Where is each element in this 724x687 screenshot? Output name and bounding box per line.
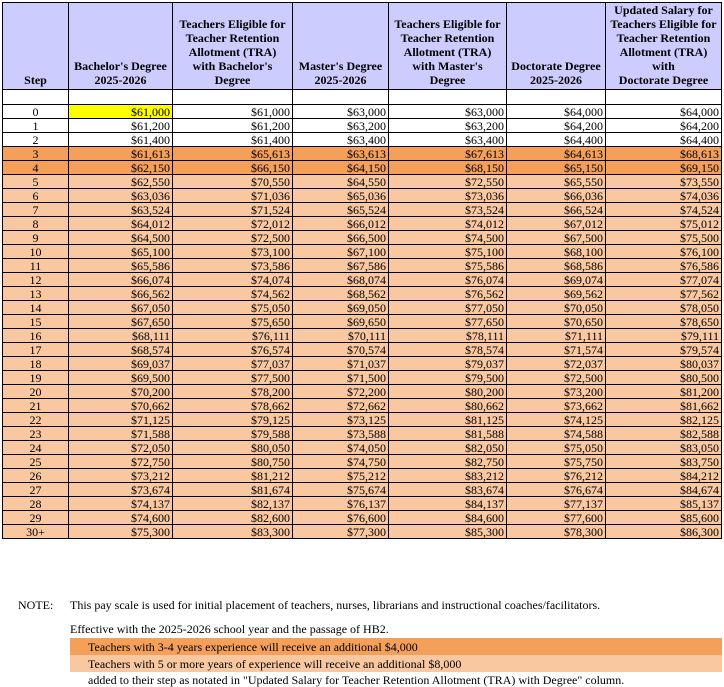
doctorate-cell: $70,050 bbox=[507, 301, 606, 315]
header-row bbox=[3, 3, 722, 90]
masters-cell: $69,050 bbox=[293, 301, 389, 315]
table-row bbox=[3, 455, 722, 469]
bachelors-cell: $61,400 bbox=[69, 133, 173, 147]
doctorate-cell: $72,500 bbox=[507, 371, 606, 385]
bachelors-cell: $69,037 bbox=[69, 357, 173, 371]
tra-masters-cell: $79,500 bbox=[389, 371, 507, 385]
tra-bachelors-cell: $73,586 bbox=[173, 259, 293, 273]
bachelors-cell: $74,137 bbox=[69, 497, 173, 511]
tra-doctorate-cell: $82,125 bbox=[606, 413, 722, 427]
note-effective-text: Effective with the 2025-2026 school year and the passage of HB2. bbox=[70, 622, 389, 636]
tra-bachelors-cell: $73,100 bbox=[173, 245, 293, 259]
table-row bbox=[3, 273, 722, 287]
tra-masters-cell: $74,500 bbox=[389, 231, 507, 245]
doctorate-cell: $65,150 bbox=[507, 161, 606, 175]
tra-bachelors-cell: $72,500 bbox=[173, 231, 293, 245]
bachelors-cell: $65,586 bbox=[69, 259, 173, 273]
tra-doctorate-cell: $75,500 bbox=[606, 231, 722, 245]
tra-bachelors-cell: $78,662 bbox=[173, 399, 293, 413]
table-row bbox=[3, 469, 722, 483]
tra-bachelors-cell: $82,137 bbox=[173, 497, 293, 511]
bachelors-cell: $62,150 bbox=[69, 161, 173, 175]
tra-masters-cell: $84,600 bbox=[389, 511, 507, 525]
header-doctorate: Doctorate Degree 2025-2026 bbox=[507, 3, 606, 90]
bachelors-cell: $61,000 bbox=[69, 105, 173, 119]
table-row bbox=[3, 175, 722, 189]
step-cell: 6 bbox=[3, 189, 69, 203]
doctorate-cell: $69,562 bbox=[507, 287, 606, 301]
table-row bbox=[3, 399, 722, 413]
tra-doctorate-cell: $83,050 bbox=[606, 441, 722, 455]
step-cell: 26 bbox=[3, 469, 69, 483]
bachelors-cell: $70,662 bbox=[69, 399, 173, 413]
masters-cell: $76,137 bbox=[293, 497, 389, 511]
tra-bachelors-cell: $81,212 bbox=[173, 469, 293, 483]
tra-bachelors-cell: $80,050 bbox=[173, 441, 293, 455]
step-cell: 28 bbox=[3, 497, 69, 511]
table-row bbox=[3, 357, 722, 371]
table-row bbox=[3, 189, 722, 203]
doctorate-cell: $71,111 bbox=[507, 329, 606, 343]
table-row bbox=[3, 105, 722, 119]
step-cell: 9 bbox=[3, 231, 69, 245]
tra-masters-cell: $72,550 bbox=[389, 175, 507, 189]
header-step: Step bbox=[3, 3, 69, 90]
tra-masters-cell: $63,400 bbox=[389, 133, 507, 147]
tra-bachelors-cell: $81,674 bbox=[173, 483, 293, 497]
bachelors-cell: $67,650 bbox=[69, 315, 173, 329]
bachelors-cell: $74,600 bbox=[69, 511, 173, 525]
bachelors-cell: $70,200 bbox=[69, 385, 173, 399]
masters-cell: $75,212 bbox=[293, 469, 389, 483]
doctorate-cell: $64,400 bbox=[507, 133, 606, 147]
step-cell: 18 bbox=[3, 357, 69, 371]
doctorate-cell: $78,300 bbox=[507, 525, 606, 539]
doctorate-cell: $68,100 bbox=[507, 245, 606, 259]
tra-masters-cell: $80,662 bbox=[389, 399, 507, 413]
step-cell: 7 bbox=[3, 203, 69, 217]
masters-cell: $74,050 bbox=[293, 441, 389, 455]
bachelors-cell: $66,562 bbox=[69, 287, 173, 301]
masters-cell: $69,650 bbox=[293, 315, 389, 329]
table-row bbox=[3, 301, 722, 315]
step-cell: 12 bbox=[3, 273, 69, 287]
table-row bbox=[3, 287, 722, 301]
masters-cell: $71,500 bbox=[293, 371, 389, 385]
tra-masters-cell: $76,074 bbox=[389, 273, 507, 287]
tra-masters-cell: $79,037 bbox=[389, 357, 507, 371]
doctorate-cell: $73,200 bbox=[507, 385, 606, 399]
masters-cell: $70,111 bbox=[293, 329, 389, 343]
table-row bbox=[3, 203, 722, 217]
table-row bbox=[3, 441, 722, 455]
tra-masters-cell: $75,586 bbox=[389, 259, 507, 273]
table-row bbox=[3, 259, 722, 273]
step-cell: 19 bbox=[3, 371, 69, 385]
table-row bbox=[3, 315, 722, 329]
tra-masters-cell: $77,650 bbox=[389, 315, 507, 329]
tra-doctorate-cell: $74,036 bbox=[606, 189, 722, 203]
note-band-5-plus-years bbox=[70, 655, 722, 672]
tra-doctorate-cell: $68,613 bbox=[606, 147, 722, 161]
bachelors-cell: $72,050 bbox=[69, 441, 173, 455]
table-row bbox=[3, 525, 722, 539]
tra-bachelors-cell: $66,150 bbox=[173, 161, 293, 175]
doctorate-cell: $77,600 bbox=[507, 511, 606, 525]
tra-bachelors-cell: $61,400 bbox=[173, 133, 293, 147]
tra-doctorate-cell: $78,050 bbox=[606, 301, 722, 315]
tra-bachelors-cell: $75,050 bbox=[173, 301, 293, 315]
masters-cell: $70,574 bbox=[293, 343, 389, 357]
bachelors-cell: $61,613 bbox=[69, 147, 173, 161]
masters-cell: $77,300 bbox=[293, 525, 389, 539]
tra-masters-cell: $77,050 bbox=[389, 301, 507, 315]
doctorate-cell: $76,212 bbox=[507, 469, 606, 483]
tra-masters-cell: $73,036 bbox=[389, 189, 507, 203]
table-row bbox=[3, 413, 722, 427]
masters-cell: $73,125 bbox=[293, 413, 389, 427]
step-cell: 24 bbox=[3, 441, 69, 455]
table-row bbox=[3, 217, 722, 231]
tra-bachelors-cell: $71,036 bbox=[173, 189, 293, 203]
step-cell: 5 bbox=[3, 175, 69, 189]
masters-cell: $76,600 bbox=[293, 511, 389, 525]
tra-masters-cell: $76,562 bbox=[389, 287, 507, 301]
tra-doctorate-cell: $73,550 bbox=[606, 175, 722, 189]
doctorate-cell: $65,550 bbox=[507, 175, 606, 189]
bachelors-cell: $72,750 bbox=[69, 455, 173, 469]
tra-doctorate-cell: $77,562 bbox=[606, 287, 722, 301]
doctorate-cell: $70,650 bbox=[507, 315, 606, 329]
masters-cell: $72,662 bbox=[293, 399, 389, 413]
step-cell: 30+ bbox=[3, 525, 69, 539]
doctorate-cell: $67,012 bbox=[507, 217, 606, 231]
tra-bachelors-cell: $77,037 bbox=[173, 357, 293, 371]
note-label: NOTE: bbox=[18, 598, 54, 612]
note-placement-text: This pay scale is used for initial placement of teachers, nurses, librarians and instructional coaches/facilitators. bbox=[70, 598, 601, 612]
table-row bbox=[3, 245, 722, 259]
bachelors-cell: $68,574 bbox=[69, 343, 173, 357]
masters-cell: $65,524 bbox=[293, 203, 389, 217]
bachelors-cell: $66,074 bbox=[69, 273, 173, 287]
tra-masters-cell: $84,137 bbox=[389, 497, 507, 511]
header-masters: Master's Degree 2025-2026 bbox=[293, 3, 389, 90]
bachelors-cell: $67,050 bbox=[69, 301, 173, 315]
masters-cell: $64,150 bbox=[293, 161, 389, 175]
doctorate-cell: $74,125 bbox=[507, 413, 606, 427]
step-cell: 27 bbox=[3, 483, 69, 497]
tra-bachelors-cell: $79,588 bbox=[173, 427, 293, 441]
tra-doctorate-cell: $85,137 bbox=[606, 497, 722, 511]
masters-cell: $63,613 bbox=[293, 147, 389, 161]
bachelors-cell: $68,111 bbox=[69, 329, 173, 343]
tra-doctorate-cell: $81,662 bbox=[606, 399, 722, 413]
doctorate-cell: $75,750 bbox=[507, 455, 606, 469]
tra-masters-cell: $82,750 bbox=[389, 455, 507, 469]
tra-masters-cell: $73,524 bbox=[389, 203, 507, 217]
tra-doctorate-cell: $76,100 bbox=[606, 245, 722, 259]
note-added-text: added to their step as notated in "Updated Salary for Teacher Retention Allotment (TRA) with Degree" column. bbox=[88, 673, 625, 687]
step-cell: 11 bbox=[3, 259, 69, 273]
doctorate-cell: $66,524 bbox=[507, 203, 606, 217]
step-cell: 4 bbox=[3, 161, 69, 175]
doctorate-cell: $74,588 bbox=[507, 427, 606, 441]
header-bachelors: Bachelor's Degree 2025-2026 bbox=[69, 3, 173, 90]
masters-cell: $68,074 bbox=[293, 273, 389, 287]
note-3-4-years-text: Teachers with 3-4 years experience will receive an additional $4,000 bbox=[88, 640, 418, 654]
step-cell: 13 bbox=[3, 287, 69, 301]
tra-masters-cell: $83,212 bbox=[389, 469, 507, 483]
tra-bachelors-cell: $78,200 bbox=[173, 385, 293, 399]
step-cell: 0 bbox=[3, 105, 69, 119]
tra-doctorate-cell: $64,400 bbox=[606, 133, 722, 147]
tra-doctorate-cell: $75,012 bbox=[606, 217, 722, 231]
step-cell: 8 bbox=[3, 217, 69, 231]
bachelors-cell: $75,300 bbox=[69, 525, 173, 539]
step-cell: 22 bbox=[3, 413, 69, 427]
doctorate-cell: $73,662 bbox=[507, 399, 606, 413]
tra-masters-cell: $78,111 bbox=[389, 329, 507, 343]
header-tra-masters: Teachers Eligible for Teacher Retention Allotment (TRA) with Master's Degree bbox=[389, 3, 507, 90]
bachelors-cell: $63,524 bbox=[69, 203, 173, 217]
masters-cell: $73,588 bbox=[293, 427, 389, 441]
tra-doctorate-cell: $82,588 bbox=[606, 427, 722, 441]
tra-bachelors-cell: $83,300 bbox=[173, 525, 293, 539]
table-row bbox=[3, 147, 722, 161]
step-cell: 17 bbox=[3, 343, 69, 357]
tra-masters-cell: $85,300 bbox=[389, 525, 507, 539]
tra-doctorate-cell: $79,574 bbox=[606, 343, 722, 357]
tra-bachelors-cell: $72,012 bbox=[173, 217, 293, 231]
tra-doctorate-cell: $64,000 bbox=[606, 105, 722, 119]
table-row bbox=[3, 427, 722, 441]
masters-cell: $75,674 bbox=[293, 483, 389, 497]
tra-masters-cell: $63,200 bbox=[389, 119, 507, 133]
doctorate-cell: $68,586 bbox=[507, 259, 606, 273]
tra-bachelors-cell: $82,600 bbox=[173, 511, 293, 525]
tra-bachelors-cell: $79,125 bbox=[173, 413, 293, 427]
tra-doctorate-cell: $76,586 bbox=[606, 259, 722, 273]
step-cell: 20 bbox=[3, 385, 69, 399]
tra-doctorate-cell: $86,300 bbox=[606, 525, 722, 539]
doctorate-cell: $67,500 bbox=[507, 231, 606, 245]
doctorate-cell: $64,000 bbox=[507, 105, 606, 119]
bachelors-cell: $71,588 bbox=[69, 427, 173, 441]
step-cell: 3 bbox=[3, 147, 69, 161]
tra-masters-cell: $74,012 bbox=[389, 217, 507, 231]
bachelors-cell: $61,200 bbox=[69, 119, 173, 133]
doctorate-cell: $69,074 bbox=[507, 273, 606, 287]
step-cell: 1 bbox=[3, 119, 69, 133]
masters-cell: $72,200 bbox=[293, 385, 389, 399]
bachelors-cell: $73,674 bbox=[69, 483, 173, 497]
tra-doctorate-cell: $80,037 bbox=[606, 357, 722, 371]
tra-bachelors-cell: $61,200 bbox=[173, 119, 293, 133]
masters-cell: $68,562 bbox=[293, 287, 389, 301]
masters-cell: $66,012 bbox=[293, 217, 389, 231]
table-row bbox=[3, 385, 722, 399]
table-row bbox=[3, 483, 722, 497]
header-tra-bachelors: Teachers Eligible for Teacher Retention Allotment (TRA) with Bachelor's Degree bbox=[173, 3, 293, 90]
tra-bachelors-cell: $76,574 bbox=[173, 343, 293, 357]
tra-doctorate-cell: $69,150 bbox=[606, 161, 722, 175]
step-cell: 21 bbox=[3, 399, 69, 413]
tra-doctorate-cell: $85,600 bbox=[606, 511, 722, 525]
tra-bachelors-cell: $61,000 bbox=[173, 105, 293, 119]
masters-cell: $63,000 bbox=[293, 105, 389, 119]
masters-cell: $63,400 bbox=[293, 133, 389, 147]
tra-bachelors-cell: $74,562 bbox=[173, 287, 293, 301]
step-cell: 16 bbox=[3, 329, 69, 343]
tra-bachelors-cell: $71,524 bbox=[173, 203, 293, 217]
bachelors-cell: $62,550 bbox=[69, 175, 173, 189]
step-cell: 29 bbox=[3, 511, 69, 525]
bachelors-cell: $69,500 bbox=[69, 371, 173, 385]
tra-bachelors-cell: $76,111 bbox=[173, 329, 293, 343]
step-cell: 2 bbox=[3, 133, 69, 147]
tra-masters-cell: $81,125 bbox=[389, 413, 507, 427]
tra-masters-cell: $82,050 bbox=[389, 441, 507, 455]
salary-table bbox=[2, 2, 722, 539]
tra-masters-cell: $63,000 bbox=[389, 105, 507, 119]
tra-bachelors-cell: $74,074 bbox=[173, 273, 293, 287]
tra-doctorate-cell: $83,750 bbox=[606, 455, 722, 469]
salary-table-body bbox=[3, 90, 722, 539]
tra-masters-cell: $80,200 bbox=[389, 385, 507, 399]
tra-doctorate-cell: $78,650 bbox=[606, 315, 722, 329]
tra-masters-cell: $81,588 bbox=[389, 427, 507, 441]
doctorate-cell: $75,050 bbox=[507, 441, 606, 455]
doctorate-cell: $66,036 bbox=[507, 189, 606, 203]
masters-cell: $67,586 bbox=[293, 259, 389, 273]
tra-bachelors-cell: $80,750 bbox=[173, 455, 293, 469]
table-row bbox=[3, 119, 722, 133]
doctorate-cell: $72,037 bbox=[507, 357, 606, 371]
table-row bbox=[3, 133, 722, 147]
tra-doctorate-cell: $64,200 bbox=[606, 119, 722, 133]
step-cell: 25 bbox=[3, 455, 69, 469]
step-cell: 14 bbox=[3, 301, 69, 315]
step-cell: 10 bbox=[3, 245, 69, 259]
blank-row bbox=[3, 90, 722, 105]
table-row bbox=[3, 343, 722, 357]
tra-masters-cell: $68,150 bbox=[389, 161, 507, 175]
doctorate-cell: $64,613 bbox=[507, 147, 606, 161]
table-row bbox=[3, 497, 722, 511]
tra-doctorate-cell: $74,524 bbox=[606, 203, 722, 217]
masters-cell: $64,550 bbox=[293, 175, 389, 189]
tra-masters-cell: $67,613 bbox=[389, 147, 507, 161]
bachelors-cell: $63,036 bbox=[69, 189, 173, 203]
tra-doctorate-cell: $79,111 bbox=[606, 329, 722, 343]
tra-masters-cell: $75,100 bbox=[389, 245, 507, 259]
bachelors-cell: $73,212 bbox=[69, 469, 173, 483]
masters-cell: $65,036 bbox=[293, 189, 389, 203]
table-row bbox=[3, 371, 722, 385]
tra-masters-cell: $83,674 bbox=[389, 483, 507, 497]
masters-cell: $63,200 bbox=[293, 119, 389, 133]
doctorate-cell: $77,137 bbox=[507, 497, 606, 511]
masters-cell: $67,100 bbox=[293, 245, 389, 259]
tra-doctorate-cell: $77,074 bbox=[606, 273, 722, 287]
bachelors-cell: $64,500 bbox=[69, 231, 173, 245]
masters-cell: $74,750 bbox=[293, 455, 389, 469]
step-cell: 23 bbox=[3, 427, 69, 441]
table-row bbox=[3, 511, 722, 525]
bachelors-cell: $71,125 bbox=[69, 413, 173, 427]
table-row bbox=[3, 329, 722, 343]
doctorate-cell: $71,574 bbox=[507, 343, 606, 357]
tra-bachelors-cell: $65,613 bbox=[173, 147, 293, 161]
bachelors-cell: $65,100 bbox=[69, 245, 173, 259]
tra-masters-cell: $78,574 bbox=[389, 343, 507, 357]
tra-bachelors-cell: $70,550 bbox=[173, 175, 293, 189]
table-row bbox=[3, 161, 722, 175]
tra-doctorate-cell: $80,500 bbox=[606, 371, 722, 385]
tra-bachelors-cell: $77,500 bbox=[173, 371, 293, 385]
doctorate-cell: $76,674 bbox=[507, 483, 606, 497]
table-row bbox=[3, 231, 722, 245]
note-band-3-4-years bbox=[70, 638, 722, 655]
bachelors-cell: $64,012 bbox=[69, 217, 173, 231]
note-5-plus-years-text: Teachers with 5 or more years of experience will receive an additional $8,000 bbox=[88, 657, 462, 671]
tra-doctorate-cell: $84,212 bbox=[606, 469, 722, 483]
masters-cell: $66,500 bbox=[293, 231, 389, 245]
masters-cell: $71,037 bbox=[293, 357, 389, 371]
doctorate-cell: $64,200 bbox=[507, 119, 606, 133]
tra-bachelors-cell: $75,650 bbox=[173, 315, 293, 329]
tra-doctorate-cell: $84,674 bbox=[606, 483, 722, 497]
tra-doctorate-cell: $81,200 bbox=[606, 385, 722, 399]
header-tra-doctorate: Updated Salary for Teachers Eligible for Teacher Retention Allotment (TRA) with Doctorate Degree bbox=[606, 3, 722, 90]
step-cell: 15 bbox=[3, 315, 69, 329]
